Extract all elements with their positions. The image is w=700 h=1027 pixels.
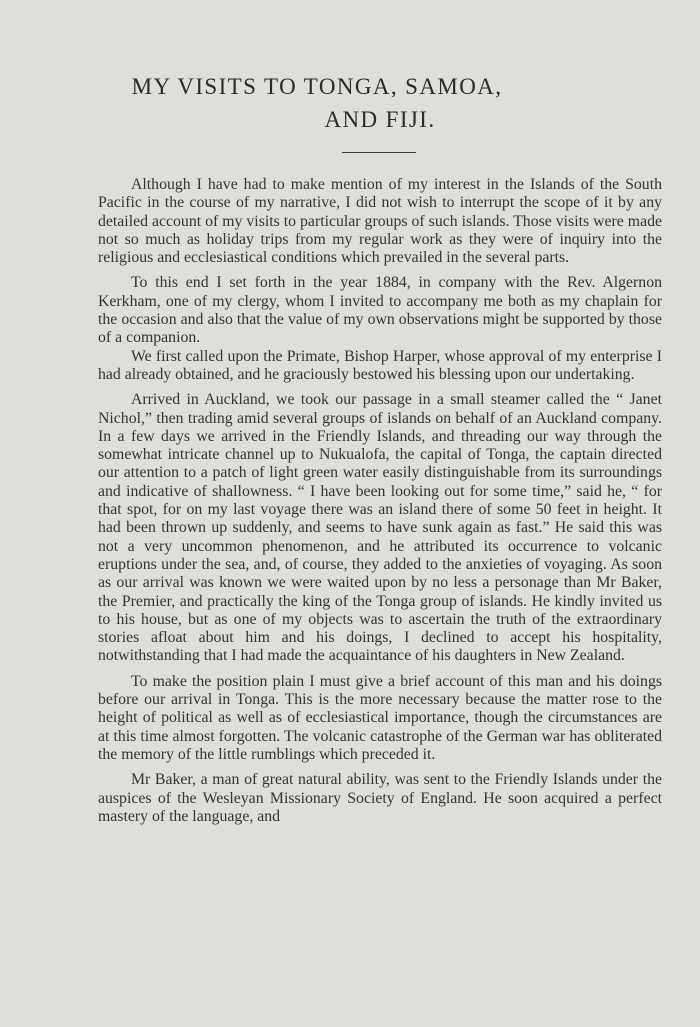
title-divider xyxy=(342,152,416,153)
chapter-title-line-1: MY VISITS TO TONGA, SAMOA, xyxy=(131,74,503,99)
chapter-title-line-2: AND FIJI. xyxy=(324,107,436,132)
paragraph-2: To this end I set forth in the year 1884, in company with the Rev. Algernon Kerkham, one of my clergy, whom I invited to accompany me both as my chaplain for the occasion and also that the value of my own observations might be supported by those of a companion. xyxy=(98,274,662,347)
paragraph-5: To make the position plain I must give a brief account of this man and his doings before our arrival in Tonga. This is the more necessary because the matter rose to the height of political as well as of ecclesiastical importance, though the circumstances are at this time almost forgotten. The volcanic catastrophe of the German war has obliterated the memory of the little rumblings which preceded it. xyxy=(98,672,662,763)
paragraph-1: Although I have had to make mention of my interest in the Islands of the South Pacific in the course of my narrative, I did not wish to interrupt the scope of it by any detailed account of my visits to particular groups of such islands. Those visits were made not so much as holiday trips from my regular work as they were of inquiry into the religious and ecclesiastical conditions which prevailed in the several parts. xyxy=(98,176,662,267)
paragraph-4: Arrived in Auckland, we took our passage in a small steamer called the “ Janet Nichol,” then trading amid several groups of islands on behalf of an Auckland company. In a few days we arrived in the Friendly Islands, and threading our way through the somewhat intricate channel up to Nukualofa, the capital of Tonga, the captain directed our attention to a patch of light green water easily distinguishable from its surroundings and indicative of shallowness. “ I have been looking out for some time,” said he, “ for that spot, for on my last voyage there was an island there of some 50 feet in height. It had been thrown up suddenly, and seems to have sunk again as fast.” He said this was not a very uncommon phenomenon, and he attributed its occurrence to volcanic eruptions under the sea, and, of course, they added to the anxieties of voyaging. As soon as our arrival was known we were waited upon by no less a personage than Mr Baker, the Premier, and practically the king of the Tonga group of islands. He kindly invited us to his house, but as one of my objects was to ascertain the truth of the extraordinary stories afloat about him and his doings, I declined to accept his hospitality, notwithstanding that I had made the acquaintance of his daughters in New Zealand. xyxy=(98,391,662,665)
paragraph-3: We first called upon the Primate, Bishop Harper, whose approval of my enterprise I had already obtained, and he graciously bestowed his blessing upon our undertaking. xyxy=(98,347,662,383)
chapter-body xyxy=(98,176,662,826)
paragraph-6: Mr Baker, a man of great natural ability, was sent to the Friendly Islands under the auspices of the Wesleyan Missionary Society of England. He soon acquired a perfect mastery of the language, and xyxy=(98,771,662,825)
